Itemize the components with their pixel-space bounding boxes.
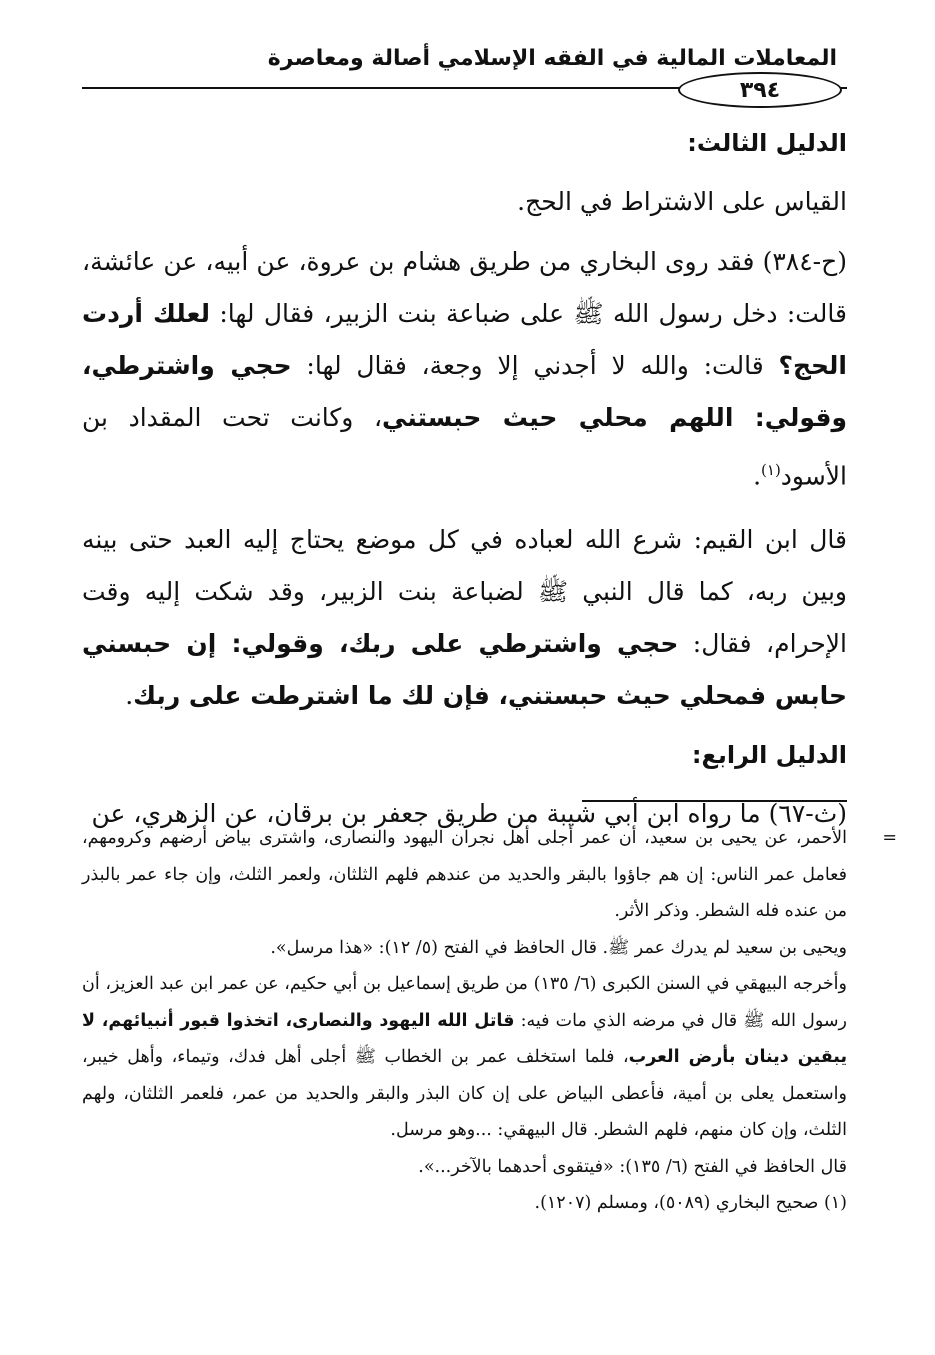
footnotes — [82, 820, 897, 1222]
footnote-text: الأحمر، عن يحيى بن سعيد، أن عمر أجلى أهل نجران اليهود والنصارى، واشترى بياض أرضهم وكرومهم، فعامل عمر الناس: إن هم جاؤوا بالبقر والحديد من عندهم فلهم الثلثان، ولعمر الثلث، وإن جاء عمر بالبذر من عنده فله الشطر. وذكر الأثر. — [82, 828, 847, 921]
footnote-text — [82, 966, 847, 1149]
ibn-qayyim-text: . — [125, 681, 134, 711]
hadith-384-paragraph — [82, 236, 847, 502]
athar-67-line: (ث-٦٧) ما رواه ابن أبي شيبة من طريق جعفر بن برقان، عن الزهري، عن — [91, 799, 847, 829]
hadith-text: (ح-٣٨٤) فقد روى البخاري من طريق هشام بن عروة، عن أبيه، عن عائشة، قالت: دخل رسول الله ﷺ على ضباعة بنت الزبير، فقال لها: — [82, 247, 847, 328]
main-text — [82, 118, 847, 840]
ibn-qayyim-paragraph — [82, 514, 847, 722]
footnote-continuation — [82, 820, 897, 930]
hadith-bold-quote: لعلك أردت الحج؟ — [82, 299, 847, 380]
running-title: المعاملات المالية في الفقه الإسلامي أصالة ومعاصرة — [267, 46, 837, 71]
footnote-separator — [582, 800, 847, 802]
qiyas-line: القياس على الاشتراط في الحج. — [517, 187, 847, 216]
ibn-qayyim-text: قال ابن القيم: شرع الله لعباده في كل موضع يحتاج إليه العبد حتى بينه وبين ربه، كما قال النبي ﷺ لضباعة بنت الزبير، وقد شكت إليه وقت الإحرام، فقال: — [82, 525, 847, 659]
continuation-marker: = — [882, 828, 897, 848]
page-header — [82, 30, 847, 103]
ibn-qayyim-bold-quote: حجي واشترطي على ربك، وقولي: إن حبسني حابس فمحلي حيث حبستني، فإن لك ما اشترطت على ربك — [82, 629, 847, 711]
footnote-1: (١) صحيح البخاري (٥٠٨٩)، ومسلم (١٢٠٧). — [534, 1193, 847, 1213]
heading-third-evidence: الدليل الثالث: — [687, 129, 847, 157]
hadith-text: قالت: والله لا أجدني إلا وجعة، فقال لها: — [291, 351, 779, 380]
footnote-ref: (١) — [761, 461, 781, 479]
page-number: ٣٩٤ — [678, 72, 842, 108]
hadith-text: ، وكانت تحت المقداد بن الأسود — [82, 403, 847, 491]
hadith-text: . — [753, 461, 762, 491]
footnote-text-part: ، فلما استخلف عمر بن الخطاب ﷺ أجلى أهل فدك، وتيماء، وأهل خيبر، واستعمل يعلى بن أمية، فأعطى البياض على إن كان البذر والبقر والحديد من عمر، فلعمر الثلثان، ولهم الثلث، وإن كان منهم، فلهم الشطر. قال البيهقي: ...وهو مرسل. — [82, 1047, 847, 1140]
footnote-text: ويحيى بن سعيد لم يدرك عمر ﷺ. قال الحافظ في الفتح (٥/ ١٢): «هذا مرسل». — [270, 937, 847, 958]
footnote-text-part: وأخرجه البيهقي في السنن الكبرى (٦/ ١٣٥) من طريق إسماعيل بن أبي حكيم، عن عمر ابن عبد العزيز، أن رسول الله ﷺ قال في مرضه الذي مات فيه: — [82, 974, 847, 1031]
footnote-bold-quote: قاتل الله اليهود والنصارى، اتخذوا قبور أنبيائهم، لا يبقين دينان بأرض العرب — [82, 1010, 848, 1067]
hadith-bold-quote: حجي واشترطي، وقولي: اللهم محلي حيث حبستني — [82, 351, 847, 432]
footnote-text: قال الحافظ في الفتح (٦/ ١٣٥): «فيتقوى أحدهما بالآخر...». — [418, 1156, 847, 1177]
heading-fourth-evidence: الدليل الرابع: — [691, 741, 847, 770]
